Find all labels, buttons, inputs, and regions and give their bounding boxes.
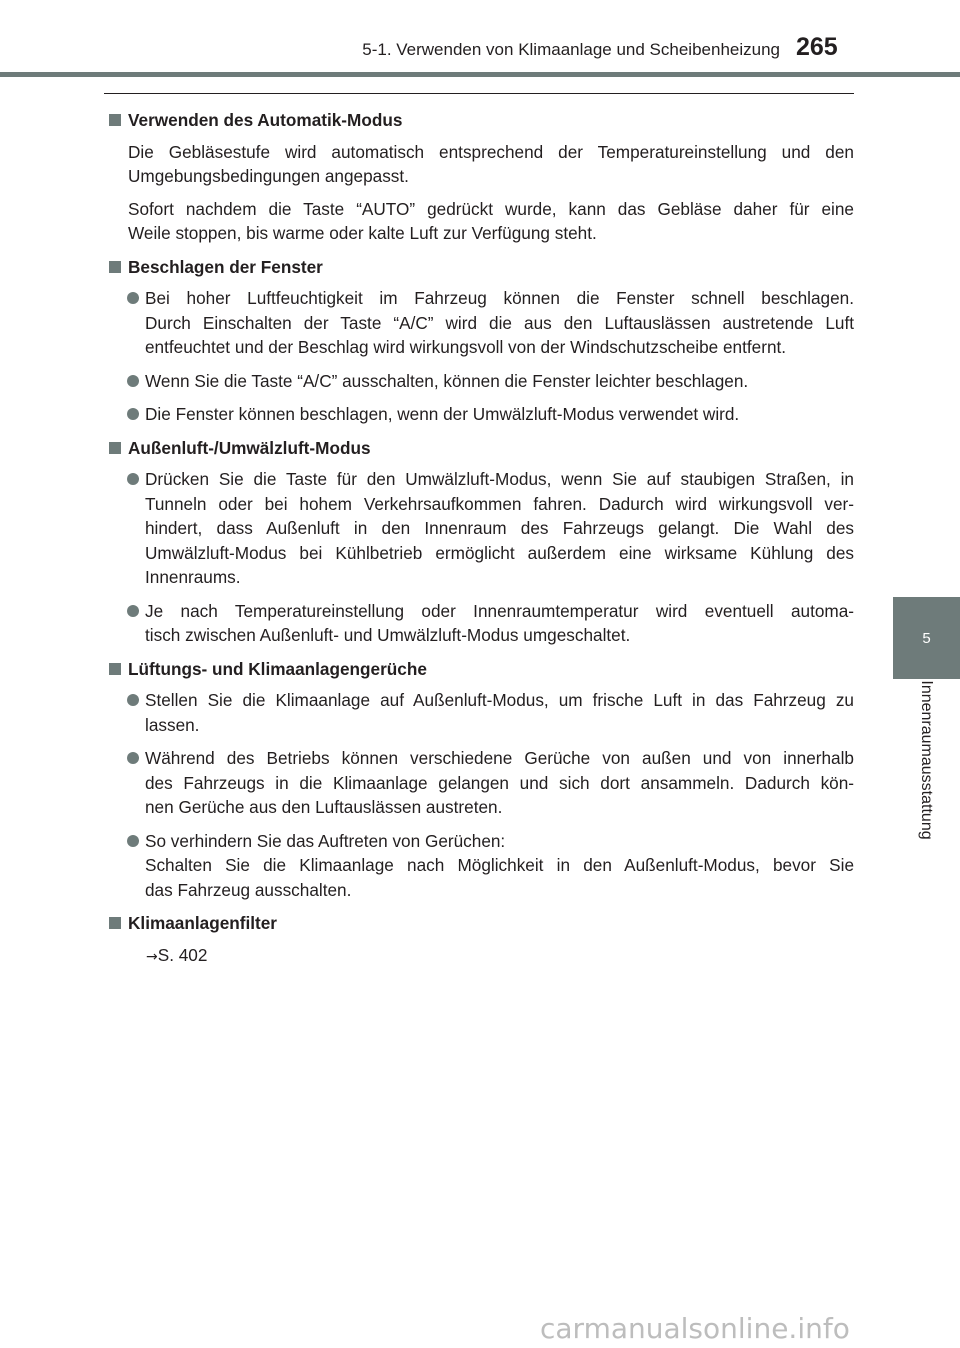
chapter-number: 5 [922,629,931,647]
heading-text: Lüftungs- und Klimaanlagengerüche [128,658,427,679]
bullet-item [106,746,854,820]
chapter-tab [893,597,960,679]
heading-text: Beschlagen der Fenster [128,256,323,277]
text-line: das Fahrzeug ausschalten. [145,879,352,900]
top-rule [104,93,854,94]
text-line: lassen. [145,714,200,735]
section-fogging [106,255,854,427]
text-line: Weile stoppen, bis warme oder kalte Luft zur Verfügung steht. [128,223,597,243]
text-line: tisch zwischen Außenluft- und Umwälzluft-Modus umgeschaltet. [145,625,631,645]
bullet-item [106,599,854,648]
text-line: entfeuchtet und der Beschlag wird wirkungsvoll von der Windschutzscheibe entfernt. [145,337,787,357]
section-filter [106,911,854,969]
text-line: Wenn Sie die Taste “A/C” ausschalten, können die Fenster leichter beschlagen. [145,370,749,391]
circle-bullet-icon [127,605,139,617]
circle-bullet-icon [127,473,139,485]
circle-bullet-icon [127,408,139,420]
arrow-right-icon: → [146,948,158,965]
text-line: Umgebungsbedingungen angepasst. [128,166,409,186]
circle-bullet-icon [127,292,139,304]
text-line: Innenraums. [145,567,241,587]
text-line: Umwälzluft-Modus bei Kühlbetrieb ermöglicht außerdem eine wirksame Kühlung des [145,542,854,563]
bullet-item [106,402,854,427]
section-odors [106,657,854,903]
bullet-item [106,688,854,737]
text-line: Stellen Sie die Klimaanlage auf Außenluft-Modus, um frische Luft in das Fahrzeug zu [145,690,854,710]
paragraph [106,140,854,189]
circle-bullet-icon [127,835,139,847]
text-line: Die Fenster können beschlagen, wenn der Umwälzluft-Modus verwendet wird. [145,404,740,424]
chapter-side-label: Innenraumausstattung [918,680,935,840]
text-line: Drücken Sie die Taste für den Umwälzluft-Modus, wenn Sie auf staubigen Straßen, in [145,469,854,489]
section-air-mode [106,436,854,648]
text-line: Während des Betriebs können verschiedene Gerüche von außen und von innerhalb [145,748,854,768]
reference-text: S. 402 [157,944,208,965]
text-line: Schalten Sie die Klimaanlage nach Möglichkeit in den Außenluft-Modus, bevor Sie [145,855,854,875]
text-line: des Fahrzeugs in die Klimaanlage gelangen und sich dort ansammeln. Dadurch kön- [145,772,854,793]
text-line: Je nach Temperatureinstellung oder Innenraumtemperatur wird eventuell automa- [145,600,854,621]
square-bullet-icon [109,261,121,273]
text-line: Tunneln oder bei hohem Verkehrsaufkommen fahren. Dadurch wird wirkungsvoll ver- [145,493,854,514]
bullet-item [106,286,854,360]
page-number: 265 [796,33,838,61]
text-line: Bei hoher Luftfeuchtigkeit im Fahrzeug können die Fenster schnell beschlagen. [145,288,854,308]
heading-text: Klimaanlagenfilter [128,913,277,933]
square-bullet-icon [109,114,121,126]
bullet-item [106,467,854,590]
header-bar [0,72,960,77]
circle-bullet-icon [127,375,139,387]
square-bullet-icon [109,442,121,454]
circle-bullet-icon [127,752,139,764]
section-heading [106,657,854,682]
page-reference[interactable] [106,943,854,970]
heading-text: Außenluft-/Umwälzluft-Modus [128,437,371,458]
heading-text: Verwenden des Automatik-Modus [128,110,403,130]
bullet-item [106,369,854,394]
text-line: nen Gerüche aus den Luftauslässen austreten. [145,797,503,817]
section-heading [106,108,854,133]
text-line: Die Gebläsestufe wird automatisch entsprechend der Temperatureinstellung und den [128,141,854,162]
page-content [106,108,854,978]
section-auto-mode [106,108,854,246]
text-line: Durch Einschalten der Taste “A/C” wird die aus den Luftauslässen austretende Luft [145,312,854,333]
square-bullet-icon [109,663,121,675]
circle-bullet-icon [127,694,139,706]
paragraph [106,197,854,246]
text-line: Sofort nachdem die Taste “AUTO” gedrückt wurde, kann das Gebläse daher für eine [128,198,854,219]
section-heading [106,255,854,280]
bullet-item [106,829,854,903]
header-title: 5-1. Verwenden von Klimaanlage und Scheibenheizung [362,40,780,59]
section-heading [106,911,854,936]
watermark: carmanualsonline.info [540,1312,850,1345]
section-heading [106,436,854,461]
text-line: So verhindern Sie das Auftreten von Gerüchen: [145,830,506,851]
text-line: hindert, dass Außenluft in den Innenraum des Fahrzeugs gelangt. Die Wahl des [145,518,854,538]
square-bullet-icon [109,917,121,929]
